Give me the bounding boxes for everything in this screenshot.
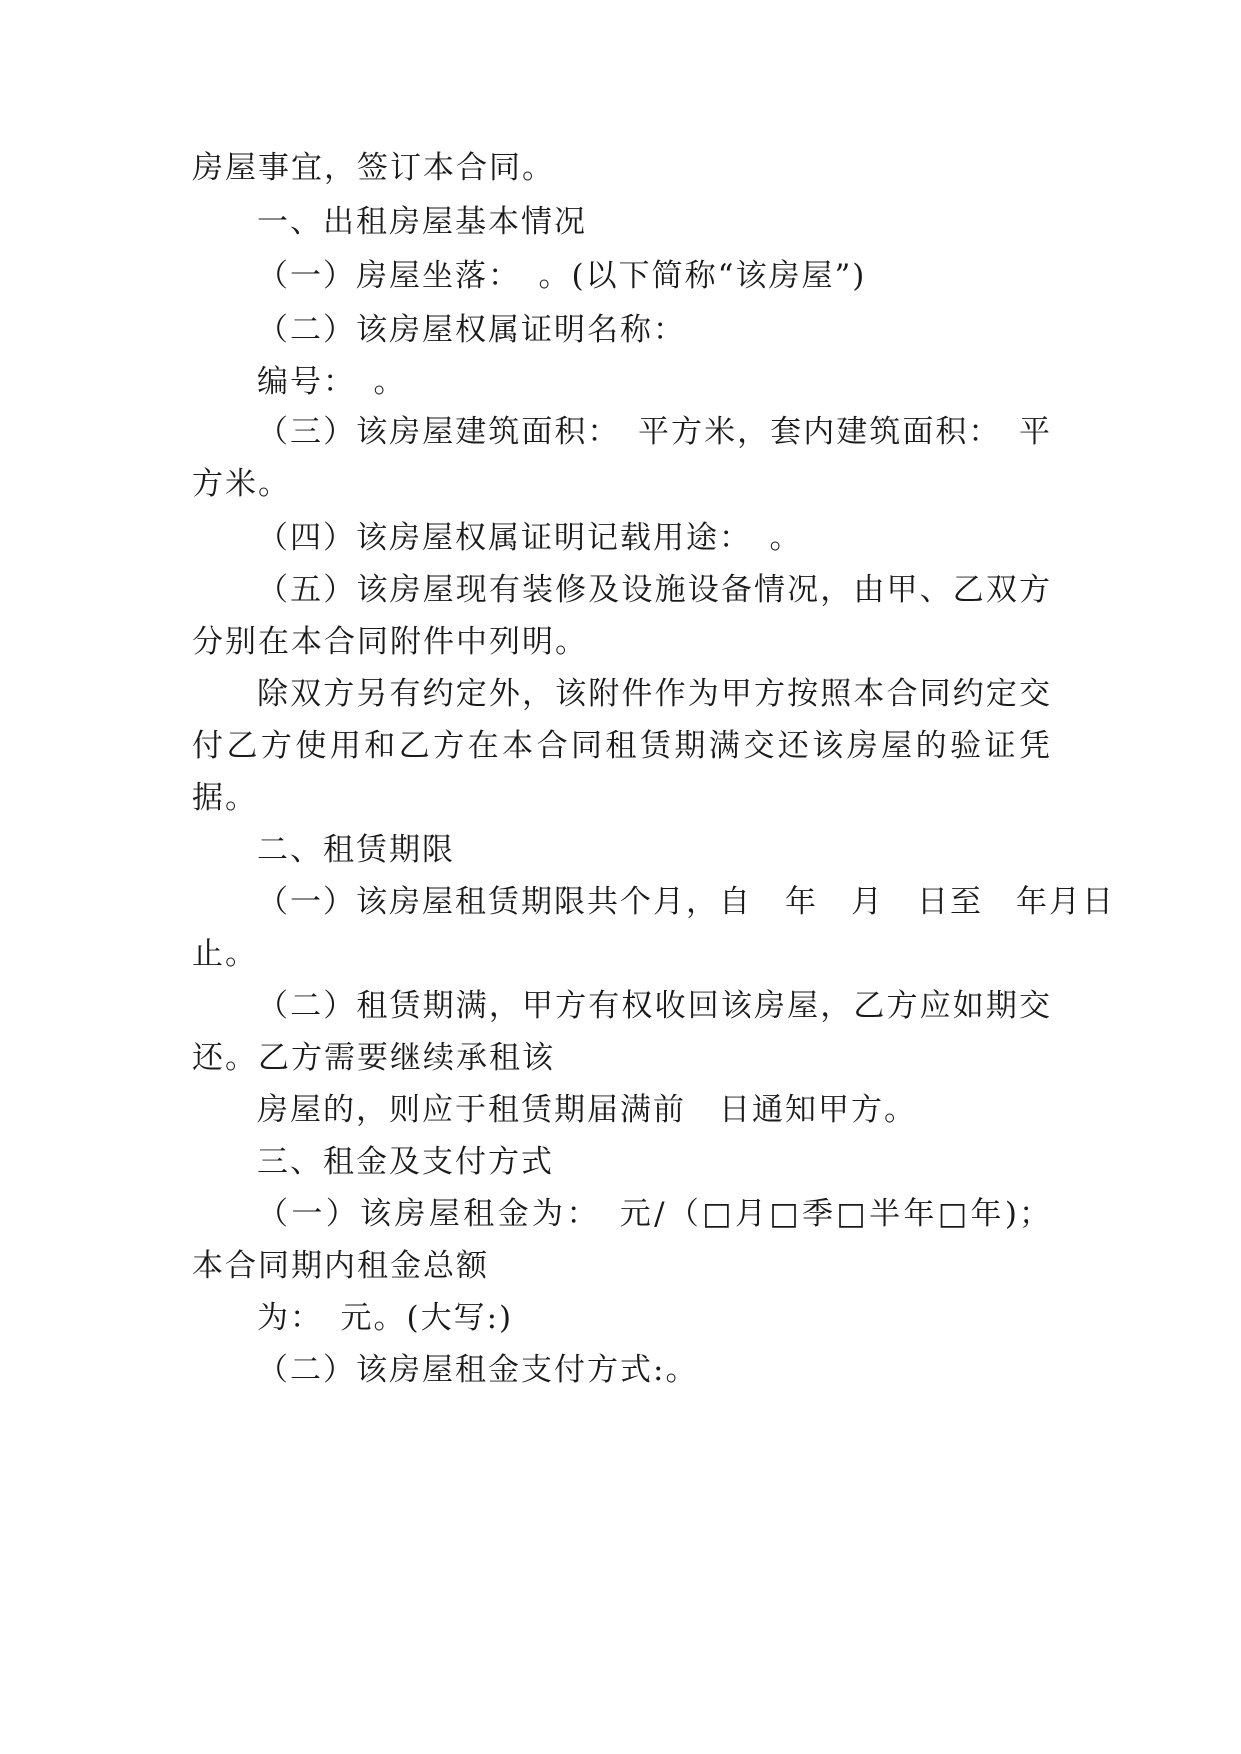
text-line-24: （二）该房屋租金支付方式:。 [257,1352,699,1388]
text-line-9: （五）该房屋现有装修及设施设备情况，由甲、乙双方 [257,572,1052,608]
text-line-11: 除双方另有约定外，该附件作为甲方按照本合同约定交 [257,676,1052,712]
section-heading-3: 三、租金及支付方式 [257,1144,554,1180]
text-line-8: （四）该房屋权属证明记载用途： 。 [257,520,803,556]
section-heading-2: 二、租赁期限 [257,832,455,868]
text-line-19: 房屋的，则应于租赁期届满前 日通知甲方。 [257,1092,917,1128]
text-line-1: 房屋事宜，签订本合同。 [192,150,555,186]
text-line-7: 方米。 [192,466,291,502]
section-heading-1: 一、出租房屋基本情况 [257,204,587,240]
text-line-18: 还。乙方需要继续承租该 [192,1040,555,1076]
text-line-16: 止。 [192,936,258,972]
text-line-15: （一）该房屋租赁期限共个月，自 年 月 日至 年月日 [257,884,1115,920]
text-line-23: 为： 元。(大写:) [257,1300,514,1336]
text-line-17: （二）租赁期满，甲方有权收回该房屋，乙方应如期交 [257,988,1052,1024]
text-line-3: （一）房屋坐落： 。(以下简称“该房屋”) [257,258,867,294]
text-line-12: 付乙方使用和乙方在本合同租赁期满交还该房屋的验证凭 [192,728,1052,764]
text-line-21: （一）该房屋租金为： 元/（□月□季□半年□年)； [257,1196,1052,1232]
text-line-5: 编号： 。 [257,364,407,400]
text-line-13: 据。 [192,780,258,816]
text-line-10: 分别在本合同附件中列明。 [192,624,588,660]
text-line-6: （三）该房屋建筑面积： 平方米，套内建筑面积： 平 [257,414,1052,450]
text-line-22: 本合同期内租金总额 [192,1248,489,1284]
text-line-4: （二）该房屋权属证明名称： [257,312,686,348]
